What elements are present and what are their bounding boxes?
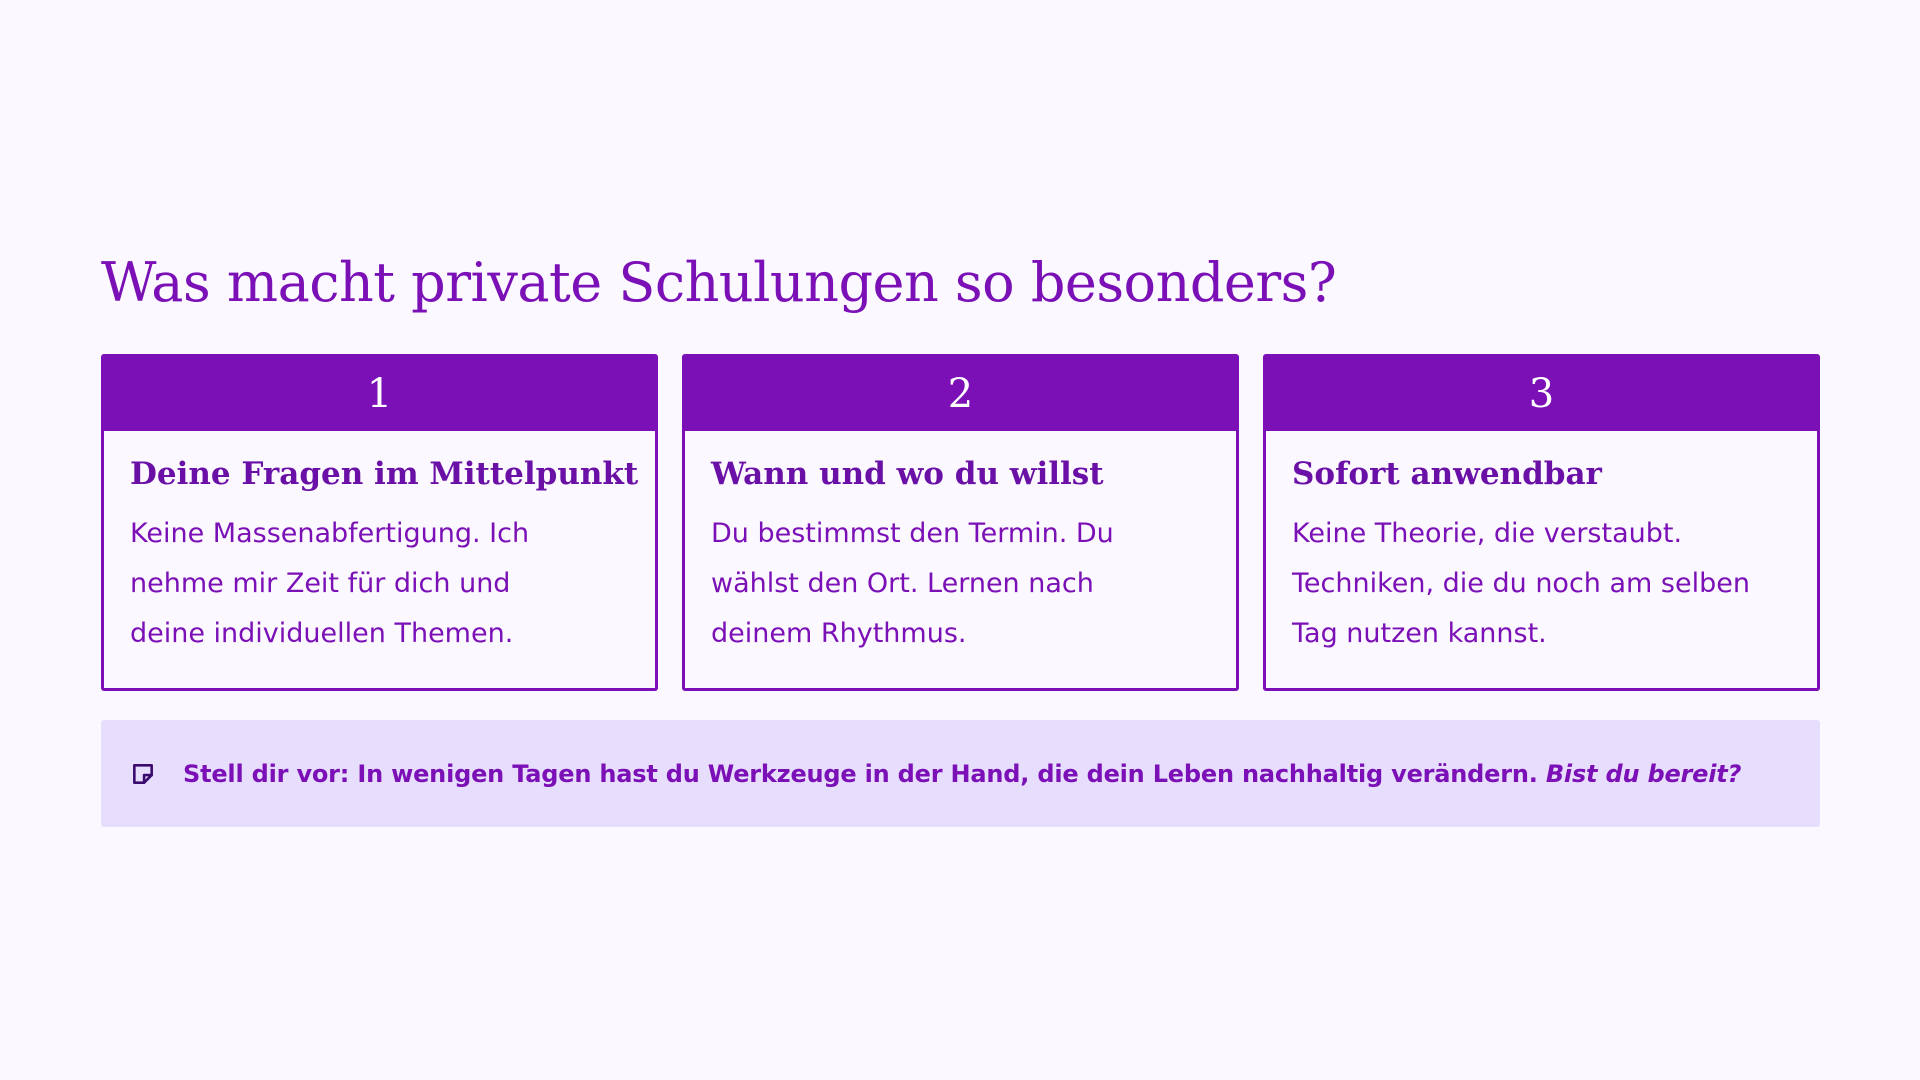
card-description: [1292, 509, 1791, 659]
card-title: Sofort anwendbar: [1292, 456, 1602, 492]
card-body: [104, 431, 655, 659]
feature-cards: [101, 354, 1820, 691]
card-line: Keine Massenabfertigung. Ich: [130, 518, 530, 549]
card-line: deine individuellen Themen.: [130, 618, 514, 649]
feature-card-1: [101, 354, 658, 691]
card-title: Wann und wo du willst: [711, 456, 1104, 492]
sticky-note-icon: [129, 760, 157, 788]
card-line: Keine Theorie, die verstaubt.: [1292, 518, 1683, 549]
callout-note: [101, 720, 1820, 827]
card-description: [711, 509, 1210, 659]
callout-message: Stell dir vor: In wenigen Tagen hast du Werkzeuge in der Hand, die dein Leben nachhaltig verändern.: [183, 759, 1538, 788]
card-line: Techniken, die du noch am selben: [1292, 568, 1750, 599]
card-line: wählst den Ort. Lernen nach: [711, 568, 1094, 599]
feature-card-3: [1263, 354, 1820, 691]
card-line: Du bestimmst den Termin. Du: [711, 518, 1114, 549]
card-number: 1: [104, 357, 655, 431]
card-body: [1266, 431, 1817, 659]
card-body: [685, 431, 1236, 659]
card-description: [130, 509, 629, 659]
callout-emphasis: Bist du bereit?: [1545, 759, 1742, 788]
card-line: nehme mir Zeit für dich und: [130, 568, 511, 599]
section-title: Was macht private Schulungen so besonders?: [101, 251, 1337, 314]
card-line: Tag nutzen kannst.: [1292, 618, 1547, 649]
card-number: 3: [1266, 357, 1817, 431]
callout-text: [183, 760, 1741, 788]
card-number: 2: [685, 357, 1236, 431]
card-line: deinem Rhythmus.: [711, 618, 967, 649]
feature-card-2: [682, 354, 1239, 691]
card-title: Deine Fragen im Mittelpunkt: [130, 456, 639, 492]
